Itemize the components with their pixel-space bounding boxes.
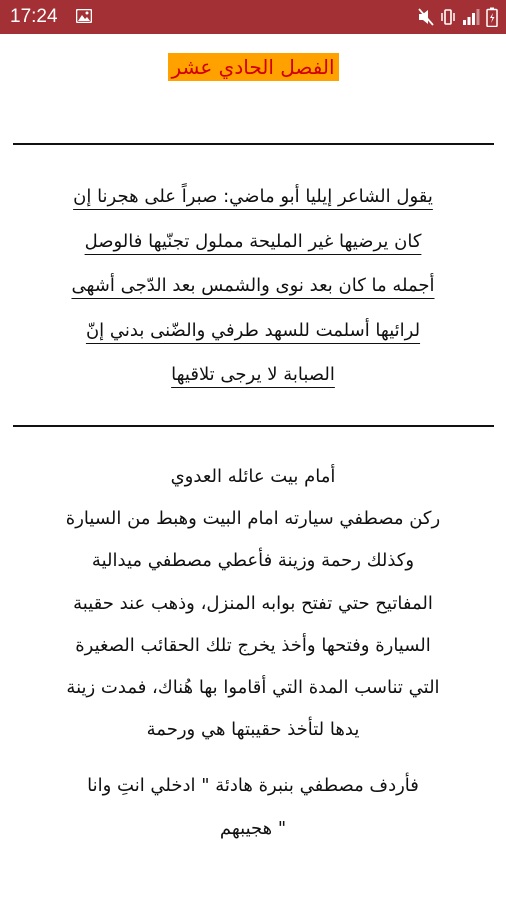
story-line: أمام بيت عائله العدوي	[170, 466, 336, 487]
story-text	[10, 456, 496, 850]
poem-line: الصبابة لا يرجى تلاقيها	[171, 364, 335, 385]
image-icon	[76, 9, 92, 23]
status-icons	[418, 7, 498, 27]
status-bar	[0, 0, 506, 34]
paragraph-gap	[10, 751, 496, 765]
signal-icon	[462, 8, 480, 26]
story-line: ركن مصطفي سيارته امام البيت وهبط من السيارة	[65, 508, 441, 530]
story-line: التي تناسب المدة التي أقاموا بها هُناك، فمدت زينة	[66, 677, 440, 699]
chapter-title	[0, 52, 506, 82]
poem-line: كان يرضيها غير المليحة مملول تجنّيها فالوصل	[84, 230, 422, 252]
story-line: يدها لتأخذ حقيبتها هي ورحمة	[146, 719, 360, 741]
status-time: 17:24	[10, 6, 58, 27]
chapter-title-text: الفصل الحادي عشر	[168, 53, 339, 81]
story-line: المفاتيح حتي تفتح بوابه المنزل، وذهب عند حقيبة	[73, 592, 433, 614]
story-paragraph	[10, 765, 496, 849]
divider-top	[13, 143, 494, 145]
poem-quote	[20, 175, 486, 398]
poem-line: لرائيها أسلمت للسهد طرفي والضّنى بدني إنّ	[85, 319, 421, 341]
poem-line: أجمله ما كان بعد نوى والشمس بعد الدّجى أشهى	[71, 275, 435, 296]
mute-icon	[418, 8, 434, 26]
story-line: وكذلك رحمة وزينة فأعطي مصطفي ميدالية	[91, 550, 415, 572]
story-paragraph	[10, 456, 496, 751]
divider-bottom	[13, 425, 494, 427]
poem-line: يقول الشاعر إيليا أبو ماضي: صبراً على هجرنا إن	[73, 186, 433, 207]
story-line: " هجيبهم	[219, 817, 287, 839]
story-line: فأردف مصطفي بنبرة هادئة " ادخلي انتِ وانا	[87, 775, 419, 797]
story-line: السيارة وفتحها وأخذ يخرج تلك الحقائب الصغيرة	[75, 634, 431, 656]
battery-icon	[486, 7, 498, 27]
vibrate-icon	[440, 8, 456, 26]
